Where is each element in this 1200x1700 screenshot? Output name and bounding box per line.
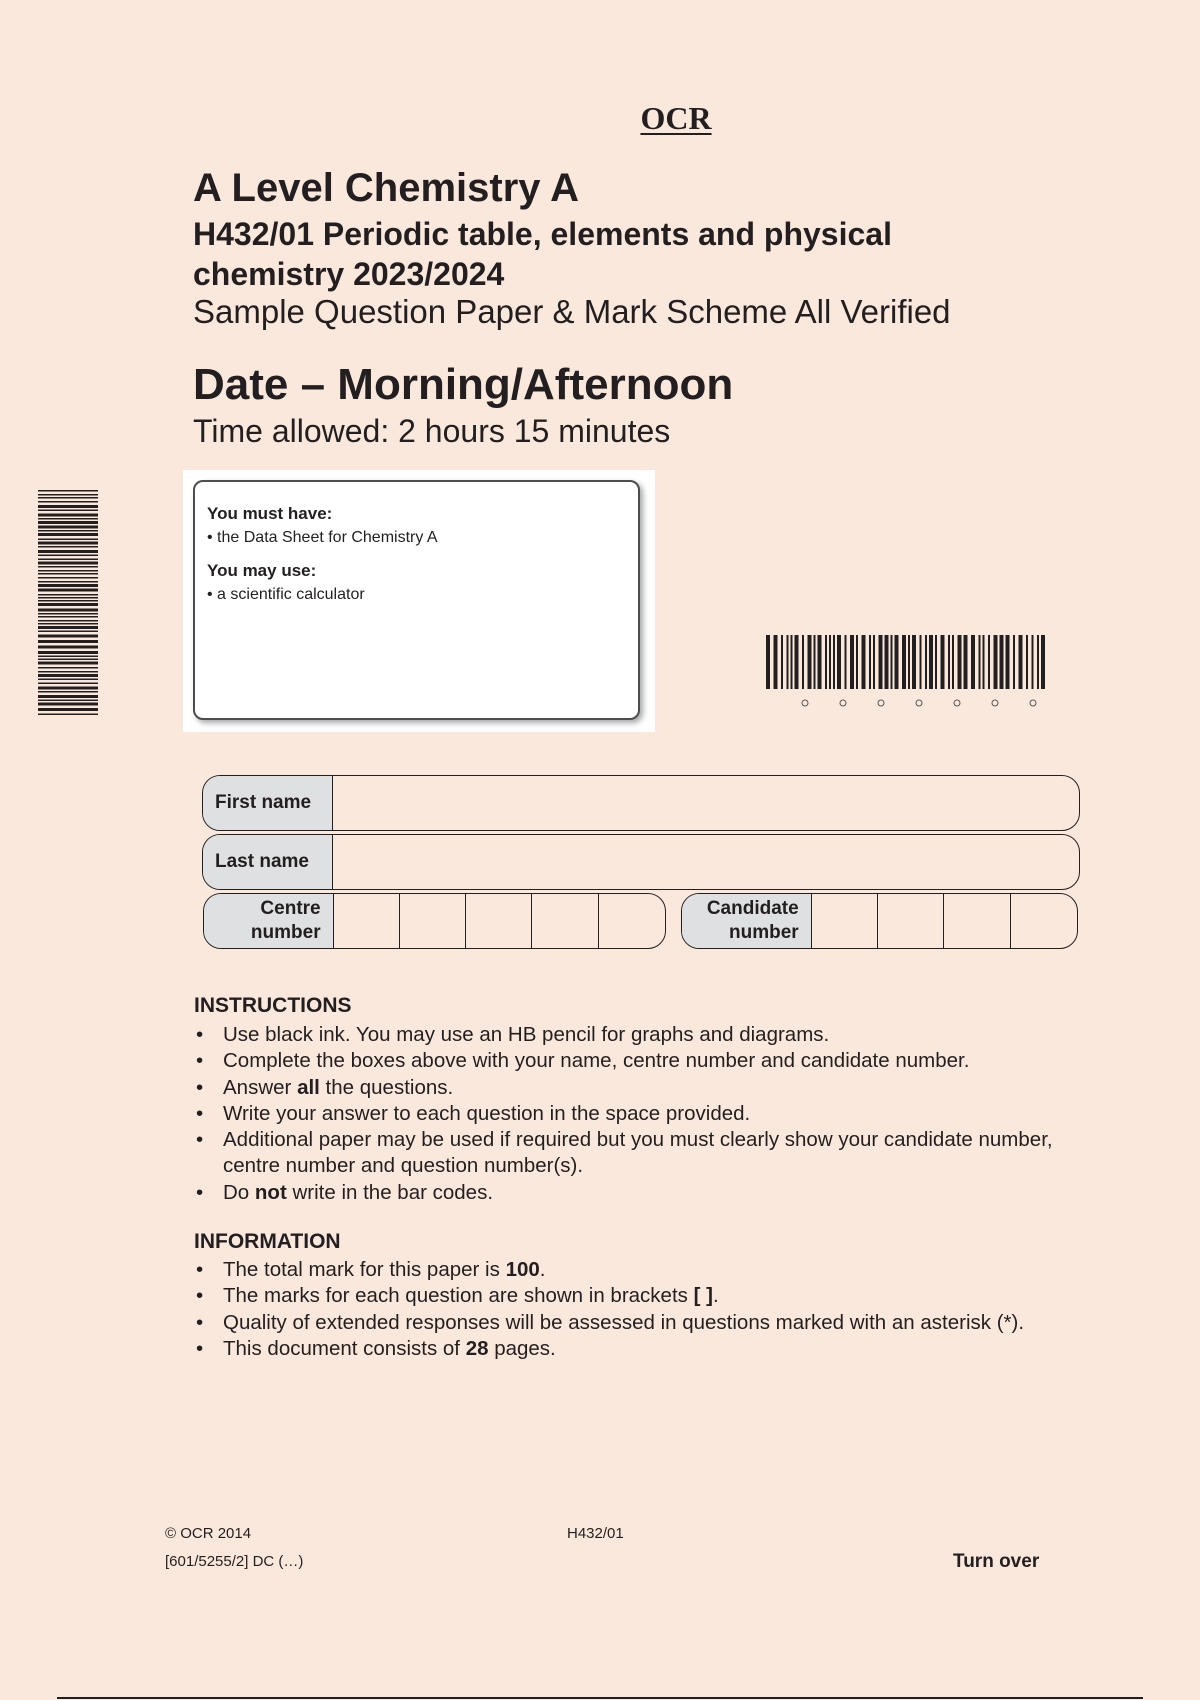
centre-digit-box[interactable] [532,894,598,948]
barcode-bar [38,656,98,658]
barcode-bar [38,662,98,665]
barcode-bar [766,635,770,689]
barcode-bar [38,659,98,661]
may-use-heading: You may use: [207,561,317,580]
barcode-bar [958,635,962,689]
time-allowed: Time allowed: 2 hours 15 minutes [193,413,671,449]
barcode-bar [38,526,98,529]
bottom-rule [57,1697,1143,1699]
information-text: This document consists of [223,1336,466,1360]
barcode-bar [38,687,98,690]
barcode-bar [38,667,98,669]
information-text: . [539,1258,546,1281]
barcode-bar [38,518,98,520]
barcode-bar [38,542,98,545]
paper-subtitle: H432/01 Periodic table, elements and physical chemistry 2023/2024 [193,216,892,292]
barcode-bar [38,635,98,638]
barcode-bar [802,635,804,689]
centre-digit-box[interactable] [334,894,400,948]
information-text: pages. [488,1336,556,1360]
barcode-bar [38,514,98,517]
barcode-bar [971,635,975,689]
barcode-bar [38,597,98,599]
copyright-text: © OCR 2014 [165,1525,252,1542]
barcode-bar [38,530,98,532]
barcode-bar [856,635,858,689]
barcode-bar [38,581,98,583]
candidate-number-label: Candidate number [682,894,812,948]
barcode-bar [38,505,98,508]
barcode-bar [1032,635,1034,689]
barcode-bar [781,635,783,689]
barcode-bar [869,635,871,689]
candidate-number-field[interactable] [681,893,1078,949]
barcode-bar [38,501,98,503]
instruction-item [194,1075,1094,1101]
barcode-bar [38,570,98,572]
barcode-bar [850,635,854,689]
exam-title: A Level Chemistry A [193,166,580,210]
barcode-bar [38,584,98,587]
barcode-digit-mark [840,700,846,706]
barcode-digit-mark [916,700,922,706]
barcode-bar [38,616,98,618]
barcode-bar [38,609,98,612]
candidate-digit-box[interactable] [878,894,944,948]
first-name-label: First name [203,776,333,830]
instruction-item: • Additional paper may be used if required but you must clearly show your candidate number, centre number and question number(s). [194,1127,1094,1180]
instruction-item [194,1180,1094,1206]
must-have-heading: You must have: [207,504,333,523]
barcode-bar [38,679,98,681]
barcode-bar [38,631,98,633]
reference-code: [601/5255/2] DC (…) [165,1553,304,1570]
barcode-bar [920,635,922,689]
barcode-bar [38,626,98,629]
information-item: • Quality of extended responses will be assessed in questions marked with an asterisk (*). [194,1310,1124,1336]
barcode-bar [774,635,778,689]
instruction-text: Do [223,1180,255,1204]
barcode-bar [983,635,985,689]
barcode-bar [862,635,866,689]
barcode-digit-mark [954,700,960,706]
barcode-bar [1000,635,1004,689]
candidate-digit-box[interactable] [944,894,1010,948]
barcode-bar [38,510,98,512]
barcode-bar [791,635,793,689]
centre-digit-box[interactable] [466,894,532,948]
barcode-bar [38,559,98,561]
barcode-bar [837,635,841,689]
barcode-bar [1037,635,1039,689]
information-item [194,1257,1124,1283]
last-name-input[interactable] [333,835,1079,889]
barcode-bar [795,635,799,689]
barcode-bar [988,635,990,689]
barcode-bar [818,635,822,689]
barcode-digit-mark [992,700,998,706]
barcode-bar [814,635,816,689]
information-text: . [712,1284,719,1308]
first-name-field[interactable] [202,775,1080,831]
barcode-bar [808,635,812,689]
horizontal-barcode [766,633,1046,711]
centre-number-label: Centre number [204,894,334,948]
information-item [194,1336,1124,1362]
barcode-bar [994,635,998,689]
barcode-bar [38,577,98,579]
barcode-bar [833,635,835,689]
barcode-bar [979,635,981,689]
candidate-digit-box[interactable] [812,894,878,948]
turn-over-text: Turn over [953,1551,1040,1572]
barcode-bar [38,550,98,553]
barcode-digit-mark [878,700,884,706]
requirements-box [193,480,640,720]
information-emphasis: [ ] [693,1284,713,1308]
barcode-bar [38,594,98,596]
barcode-bar [38,646,98,649]
information-list [194,1257,1124,1362]
information-emphasis: 100 [505,1258,540,1281]
ocr-logo: OCR [640,100,712,136]
information-emphasis: 28 [465,1336,489,1360]
barcode-bar [38,539,98,541]
barcode-bar [38,695,98,698]
instruction-emphasis: not [254,1180,287,1204]
barcode-bar [38,573,98,575]
instructions-list [194,1022,1094,1206]
barcode-bar [38,671,98,673]
barcode-bar [895,635,899,689]
barcode-bar [38,490,98,492]
barcode-bar [38,555,98,557]
barcode-bar [38,521,98,524]
barcode-bar [929,635,933,689]
instructions-heading: INSTRUCTIONS [194,994,352,1017]
centre-number-field[interactable] [203,893,666,949]
barcode-bar [38,600,98,602]
vertical-barcode [38,490,98,718]
must-have-item: • the Data Sheet for Chemistry A [207,529,438,546]
barcode-bar [38,533,98,536]
instruction-text: the questions. [319,1075,454,1099]
instruction-item: • Complete the boxes above with your name, centre number and candidate number. [194,1048,1094,1074]
instruction-item: • Write your answer to each question in the space provided. [194,1101,1094,1127]
barcode-bar [38,562,98,565]
barcode-bar [38,691,98,693]
barcode-bar [948,635,950,689]
centre-digit-box[interactable] [599,894,665,948]
last-name-label: Last name [203,835,333,889]
barcode-bar [38,497,98,499]
barcode-bar [38,640,98,643]
barcode-bar [935,635,937,689]
date-line: Date – Morning/Afternoon [193,360,734,409]
barcode-bar [1013,635,1015,689]
instruction-text: Answer [223,1075,298,1099]
barcode-bar [38,589,98,592]
first-name-input[interactable] [333,776,1079,830]
information-heading: INFORMATION [194,1230,341,1253]
paper-code: H432/01 [567,1525,624,1542]
barcode-bar [38,620,98,622]
instruction-text: write in the bar codes. [286,1180,494,1204]
barcode-bar [38,683,98,685]
barcode-bar [825,635,827,689]
barcode-bar [1041,635,1045,689]
sample-line: Sample Question Paper & Mark Scheme All Verified [193,293,951,330]
barcode-bar [1026,635,1028,689]
barcode-bar [879,635,883,689]
barcode-bar [829,635,831,689]
barcode-bar [891,635,893,689]
instruction-emphasis: all [297,1075,320,1099]
barcode-bar [38,708,98,711]
requirements-panel [183,470,655,732]
barcode-bar [38,494,98,496]
barcode-bar [38,603,98,606]
candidate-digit-box[interactable] [1011,894,1077,948]
information-text: The total mark for this paper is [223,1258,506,1281]
barcode-digit-mark [802,700,808,706]
barcode-bar [38,674,98,677]
barcode-digit-mark [1030,700,1036,706]
instruction-item: • Use black ink. You may use an HB pencil for graphs and diagrams. [194,1022,1094,1048]
last-name-field[interactable] [202,834,1080,890]
barcode-bar [787,635,789,689]
barcode-bar [902,635,906,689]
barcode-bar [38,623,98,625]
barcode-bar [38,651,98,654]
barcode-bar [964,635,968,689]
barcode-bar [845,635,847,689]
barcode-bar [885,635,889,689]
barcode-bar [873,635,875,689]
barcode-bar [38,714,98,716]
barcode-bar [952,635,954,689]
barcode-bar [908,635,910,689]
barcode-bar [941,635,945,689]
barcode-bar [38,546,98,548]
barcode-bar [38,703,98,706]
barcode-bar [38,613,98,615]
may-use-item: • a scientific calculator [207,586,365,603]
information-text: The marks for each question are shown in brackets [223,1284,694,1308]
information-item [194,1283,1124,1309]
barcode-bar [925,635,927,689]
barcode-bar [912,635,916,689]
barcode-bar [1019,635,1023,689]
barcode-bar [38,566,98,568]
barcode-bar [1006,635,1010,689]
centre-digit-box[interactable] [400,894,466,948]
barcode-bar [38,700,98,702]
